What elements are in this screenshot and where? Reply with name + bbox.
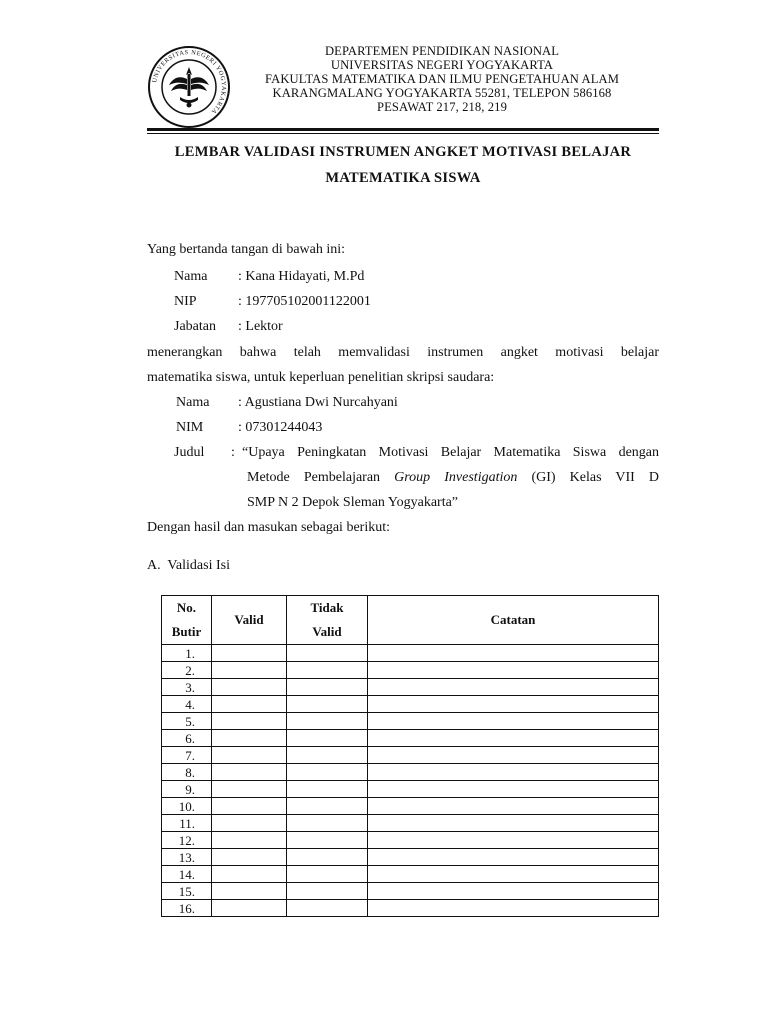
not-valid-cell[interactable]	[287, 679, 368, 696]
valid-cell[interactable]	[212, 832, 287, 849]
table-row	[162, 866, 659, 883]
document-title-line1: LEMBAR VALIDASI INSTRUMEN ANGKET MOTIVASI BELAJAR	[174, 144, 632, 160]
thesis-title-line3: SMP N 2 Depok Sleman Yogyakarta”	[247, 495, 459, 510]
letterhead-extension: PESAWAT 217, 218, 219	[377, 100, 507, 114]
header-not-valid: Tidak Valid	[287, 596, 368, 645]
letterhead-thick-rule	[147, 128, 659, 131]
item-number-cell: 10.	[162, 798, 212, 815]
header-item-number: No. Butir	[162, 596, 212, 645]
table-row	[162, 900, 659, 917]
item-number-cell: 14.	[162, 866, 212, 883]
header-valid: Valid	[212, 596, 287, 645]
notes-cell[interactable]	[368, 730, 659, 747]
validator-name-label: Nama	[174, 269, 208, 284]
letterhead	[230, 44, 654, 114]
table-row	[162, 764, 659, 781]
notes-cell[interactable]	[368, 781, 659, 798]
notes-cell[interactable]	[368, 764, 659, 781]
validator-nip-value: : 197705102001122001	[238, 294, 371, 309]
student-name-value: : Agustiana Dwi Nurcahyani	[238, 395, 398, 410]
not-valid-cell[interactable]	[287, 832, 368, 849]
validator-position-label: Jabatan	[174, 319, 216, 334]
notes-cell[interactable]	[368, 713, 659, 730]
thesis-title-line1: “Upaya Peningkatan Motivasi Belajar Matematika Siswa dengan	[242, 445, 659, 460]
item-number-cell: 7.	[162, 747, 212, 764]
thesis-title-line2-post: (GI) Kelas VII D	[531, 470, 660, 485]
table-row	[162, 883, 659, 900]
notes-cell[interactable]	[368, 679, 659, 696]
notes-cell[interactable]	[368, 832, 659, 849]
item-number-cell: 13.	[162, 849, 212, 866]
not-valid-cell[interactable]	[287, 781, 368, 798]
validation-table	[161, 595, 659, 917]
valid-cell[interactable]	[212, 815, 287, 832]
item-number-cell: 5.	[162, 713, 212, 730]
letterhead-address: KARANGMALANG YOGYAKARTA 55281, TELEPON 586168	[272, 86, 612, 100]
valid-cell[interactable]	[212, 662, 287, 679]
student-nim-label: NIM	[176, 420, 204, 435]
table-row	[162, 679, 659, 696]
not-valid-cell[interactable]	[287, 900, 368, 917]
notes-cell[interactable]	[368, 900, 659, 917]
student-title-colon: :	[231, 445, 235, 460]
valid-cell[interactable]	[212, 764, 287, 781]
valid-cell[interactable]	[212, 645, 287, 662]
notes-cell[interactable]	[368, 849, 659, 866]
valid-cell[interactable]	[212, 781, 287, 798]
notes-cell[interactable]	[368, 798, 659, 815]
notes-cell[interactable]	[368, 866, 659, 883]
item-number-cell: 15.	[162, 883, 212, 900]
valid-cell[interactable]	[212, 679, 287, 696]
statement-line2: matematika siswa, untuk keperluan penelitian skripsi saudara:	[147, 370, 495, 385]
not-valid-cell[interactable]	[287, 696, 368, 713]
student-nim-value: : 07301244043	[238, 420, 323, 435]
not-valid-cell[interactable]	[287, 798, 368, 815]
table-row	[162, 645, 659, 662]
not-valid-cell[interactable]	[287, 883, 368, 900]
letterhead-department: DEPARTEMEN PENDIDIKAN NASIONAL	[324, 44, 560, 58]
table-row	[162, 730, 659, 747]
not-valid-cell[interactable]	[287, 764, 368, 781]
not-valid-cell[interactable]	[287, 815, 368, 832]
valid-cell[interactable]	[212, 883, 287, 900]
valid-cell[interactable]	[212, 849, 287, 866]
item-number-cell: 3.	[162, 679, 212, 696]
statement-line1: menerangkan bahwa telah memvalidasi instrumen angket motivasi belajar	[147, 345, 659, 360]
table-row	[162, 696, 659, 713]
valid-cell[interactable]	[212, 798, 287, 815]
table-row	[162, 849, 659, 866]
table-row	[162, 662, 659, 679]
student-title-label: Judul	[174, 445, 205, 460]
valid-cell[interactable]	[212, 747, 287, 764]
thesis-title-method: Group Investigation	[394, 470, 518, 485]
not-valid-cell[interactable]	[287, 645, 368, 662]
table-row	[162, 713, 659, 730]
not-valid-cell[interactable]	[287, 713, 368, 730]
not-valid-cell[interactable]	[287, 662, 368, 679]
closing-text: Dengan hasil dan masukan sebagai berikut:	[147, 520, 390, 535]
item-number-cell: 1.	[162, 645, 212, 662]
not-valid-cell[interactable]	[287, 866, 368, 883]
thesis-title-line2-pre: Metode Pembelajaran	[247, 470, 381, 485]
valid-cell[interactable]	[212, 696, 287, 713]
valid-cell[interactable]	[212, 713, 287, 730]
intro-text: Yang bertanda tangan di bawah ini:	[147, 242, 346, 257]
notes-cell[interactable]	[368, 815, 659, 832]
valid-cell[interactable]	[212, 730, 287, 747]
not-valid-cell[interactable]	[287, 730, 368, 747]
item-number-cell: 12.	[162, 832, 212, 849]
notes-cell[interactable]	[368, 645, 659, 662]
notes-cell[interactable]	[368, 696, 659, 713]
item-number-cell: 16.	[162, 900, 212, 917]
not-valid-cell[interactable]	[287, 747, 368, 764]
document-title-line2: MATEMATIKA SISWA	[325, 170, 481, 186]
valid-cell[interactable]	[212, 900, 287, 917]
item-number-cell: 4.	[162, 696, 212, 713]
table-row	[162, 815, 659, 832]
header-notes: Catatan	[368, 596, 659, 645]
student-name-label: Nama	[176, 395, 210, 410]
table-body	[162, 645, 659, 917]
table-row	[162, 832, 659, 849]
letterhead-faculty: FAKULTAS MATEMATIKA DAN ILMU PENGETAHUAN ALAM	[264, 72, 620, 86]
validator-name-value: : Kana Hidayati, M.Pd	[238, 269, 365, 284]
notes-cell[interactable]	[368, 662, 659, 679]
section-a-heading: A. Validasi Isi	[147, 558, 230, 573]
thesis-title-line2	[247, 470, 659, 486]
validator-nip-label: NIP	[174, 294, 197, 309]
logo-ring-text: UNIVERSITAS NEGERI YOGYAKARTA	[151, 48, 228, 116]
university-logo	[147, 45, 231, 129]
table-row	[162, 781, 659, 798]
notes-cell[interactable]	[368, 747, 659, 764]
item-number-cell: 2.	[162, 662, 212, 679]
item-number-cell: 11.	[162, 815, 212, 832]
item-number-cell: 8.	[162, 764, 212, 781]
valid-cell[interactable]	[212, 866, 287, 883]
validator-position-value: : Lektor	[238, 319, 283, 334]
table-row	[162, 747, 659, 764]
letterhead-university: UNIVERSITAS NEGERI YOGYAKARTA	[330, 58, 554, 72]
not-valid-cell[interactable]	[287, 849, 368, 866]
notes-cell[interactable]	[368, 883, 659, 900]
item-number-cell: 6.	[162, 730, 212, 747]
table-header-row	[162, 596, 659, 645]
table-row	[162, 798, 659, 815]
item-number-cell: 9.	[162, 781, 212, 798]
letterhead-thin-rule	[147, 133, 659, 134]
